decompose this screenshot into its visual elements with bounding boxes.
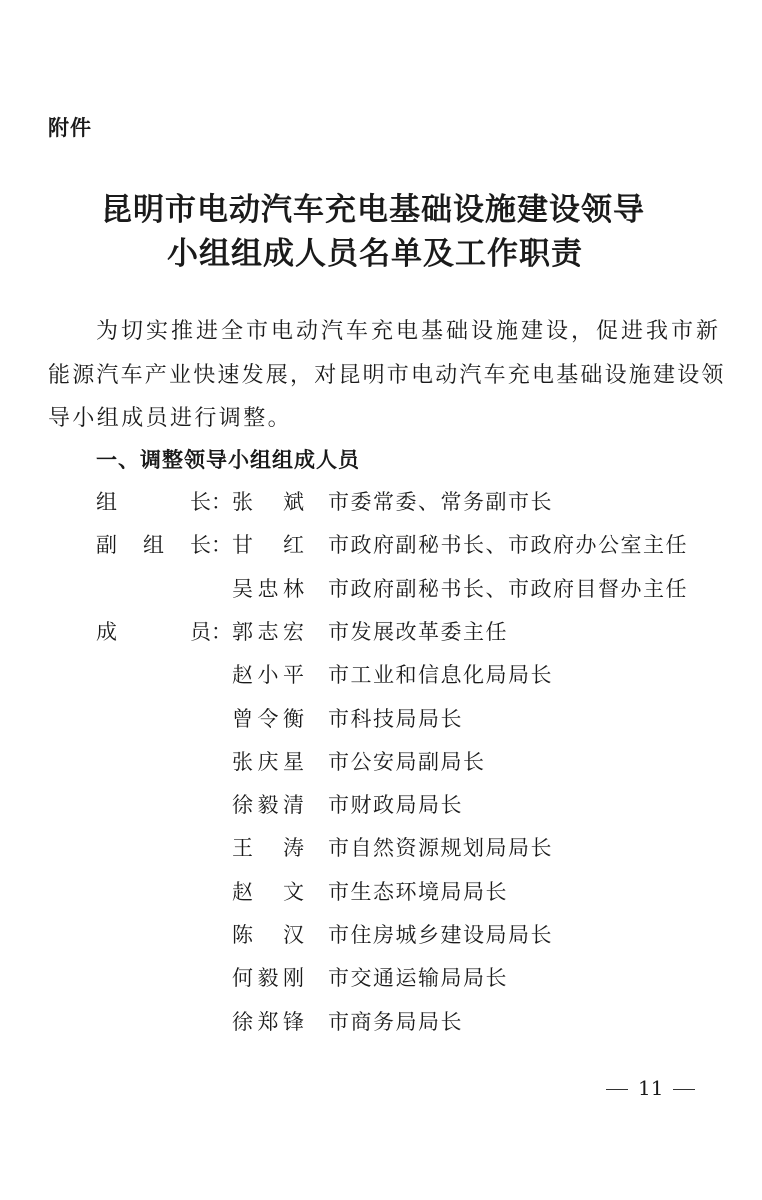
member-row: [0, 1006, 762, 1042]
intro-line3: 导小组成员进行调整。: [48, 406, 293, 431]
member-name-char: 星: [283, 749, 304, 774]
intro-line2: 能源汽车产业快速发展，对昆明市电动汽车充电基础设施建设领: [48, 363, 726, 388]
member-name-char: 徐: [232, 1009, 253, 1034]
member-name: [232, 703, 304, 733]
member-row: [0, 919, 762, 955]
document-title-line2: 小组组成人员名单及工作职责: [167, 236, 583, 272]
member-name-char: 陈: [232, 923, 253, 947]
member-name: [232, 1006, 304, 1036]
member-name: [232, 962, 304, 992]
member-role-char: 长：: [190, 490, 232, 514]
member-name-char: 吴: [232, 576, 253, 601]
member-post: 市委常委、常务副市长: [328, 490, 553, 514]
member-row: [0, 659, 762, 695]
member-role-char: 员：: [190, 619, 232, 644]
member-name: [232, 616, 304, 646]
member-post: 市工业和信息化局局长: [328, 663, 553, 688]
member-name-char: 令: [257, 706, 279, 731]
member-role: [96, 616, 232, 646]
member-row: [0, 703, 762, 739]
member-row: [0, 486, 762, 522]
member-name-char: 文: [283, 879, 304, 904]
member-name-char: 志: [257, 619, 279, 644]
page-number-dash-right: [673, 1089, 695, 1090]
member-name-char: 甘: [232, 533, 253, 558]
member-role-char: 长：: [190, 533, 232, 558]
member-role-char: 组: [96, 490, 117, 514]
member-name: [232, 529, 304, 559]
intro-line1: 为切实推进全市电动汽车充电基础设施建设，促进我市新: [96, 319, 722, 344]
member-name-char: 王: [232, 836, 253, 861]
member-name-char: 斌: [283, 490, 304, 514]
member-row: [0, 616, 762, 652]
member-name-char: 何: [232, 966, 253, 991]
member-name-char: 赵: [232, 879, 253, 904]
page-number-value: 11: [638, 1076, 664, 1100]
member-name-char: 红: [283, 533, 304, 558]
member-row: [0, 876, 762, 912]
member-name-char: 汉: [283, 923, 304, 947]
member-post: 市生态环境局局长: [328, 879, 508, 904]
member-name: [232, 486, 304, 516]
member-name: [232, 573, 304, 603]
page-number: [596, 1076, 705, 1100]
member-post: 市科技局局长: [328, 706, 463, 731]
member-name-char: 平: [283, 663, 304, 688]
member-name-char: 郭: [232, 619, 253, 644]
member-name: [232, 789, 304, 819]
document-title-line1: 昆明市电动汽车充电基础设施建设领导: [101, 192, 645, 228]
member-name-char: 清: [283, 793, 304, 818]
member-name: [232, 832, 304, 862]
member-name-char: 小: [257, 663, 279, 688]
member-name-char: 郑: [257, 1009, 279, 1034]
member-name-char: 忠: [257, 576, 279, 601]
member-row: [0, 962, 762, 998]
member-post: 市交通运输局局长: [328, 966, 508, 991]
member-role: [96, 529, 232, 559]
member-name-char: 张: [232, 490, 253, 514]
member-row: [0, 529, 762, 565]
member-name-char: 涛: [283, 836, 304, 861]
member-name-char: 张: [232, 749, 253, 774]
member-name-char: 宏: [283, 619, 304, 644]
member-post: 市公安局副局长: [328, 749, 486, 774]
member-name-char: 徐: [232, 793, 253, 818]
member-post: 市商务局局长: [328, 1009, 463, 1034]
member-row: [0, 832, 762, 868]
member-name: [232, 919, 304, 949]
member-name-char: 曾: [232, 706, 253, 731]
member-name: [232, 746, 304, 776]
member-name: [232, 876, 304, 906]
member-post: 市政府副秘书长、市政府办公室主任: [328, 533, 688, 558]
member-name: [232, 659, 304, 689]
member-name-char: 衡: [283, 706, 304, 731]
member-name-char: 庆: [257, 749, 279, 774]
member-name-char: 赵: [232, 663, 253, 688]
member-post: 市政府副秘书长、市政府目督办主任: [328, 576, 688, 601]
member-post: 市发展改革委主任: [328, 619, 508, 644]
member-row: [0, 573, 762, 609]
member-row: [0, 789, 762, 825]
member-role-char: 成: [96, 619, 117, 644]
member-name-char: 毅: [257, 966, 279, 991]
section-heading: 一、调整领导小组组成人员: [96, 448, 360, 472]
member-role-char: 组: [143, 533, 164, 558]
member-post: 市自然资源规划局局长: [328, 836, 553, 861]
member-role: [96, 486, 232, 516]
page-number-dash-left: [606, 1089, 628, 1090]
attachment-label: 附件: [48, 116, 92, 140]
member-role-char: 副: [96, 533, 117, 558]
member-post: 市财政局局长: [328, 793, 463, 818]
member-post: 市住房城乡建设局局长: [328, 923, 553, 947]
member-name-char: 刚: [283, 966, 304, 991]
member-name-char: 锋: [283, 1009, 304, 1034]
member-name-char: 毅: [257, 793, 279, 818]
member-name-char: 林: [283, 576, 304, 601]
member-row: [0, 746, 762, 782]
